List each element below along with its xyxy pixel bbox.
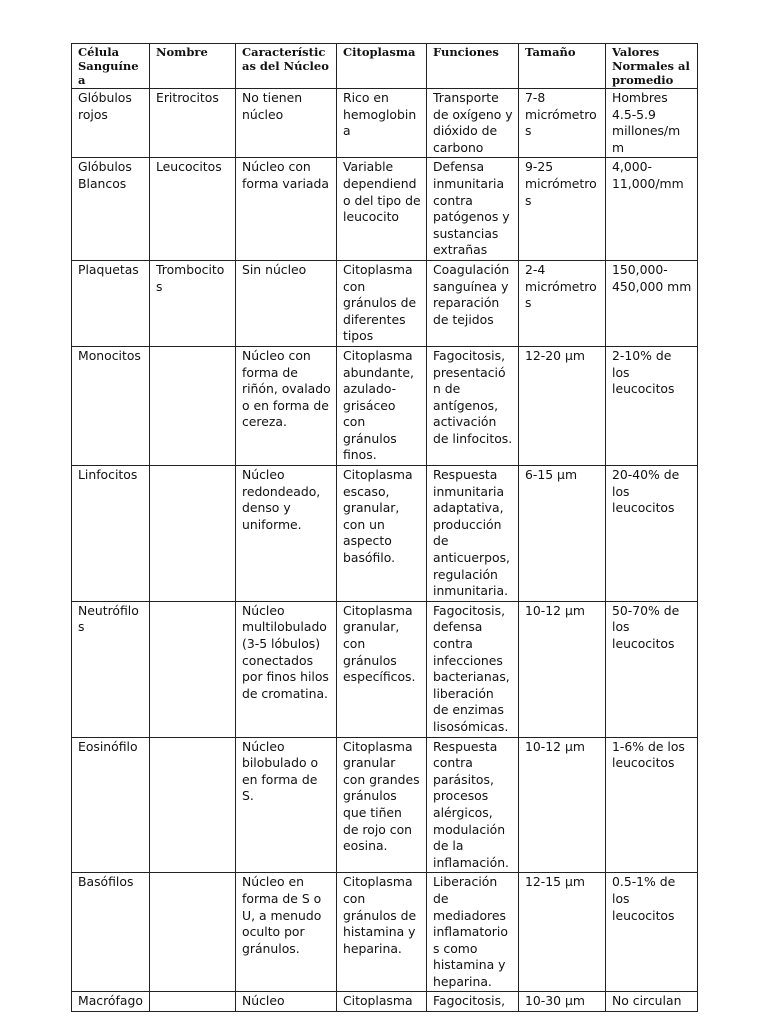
table-cell: Núcleo con forma variada xyxy=(236,158,337,261)
table-cell: 7-8 micrómetros xyxy=(519,89,606,158)
table-cell: Trombocitos xyxy=(150,260,236,346)
header-cell: Tamaño xyxy=(519,44,606,89)
table-cell: Núcleo multilobulado (3-5 lóbulos) conectados por finos hilos de cromatina. xyxy=(236,601,337,737)
table-cell xyxy=(150,466,236,602)
header-cell: Nombre xyxy=(150,44,236,89)
table-cell: Rico en hemoglobina xyxy=(337,89,427,158)
table-row xyxy=(72,601,698,737)
table-cell: Fagocitosis, xyxy=(427,992,519,1012)
table-cell: Glóbulos rojos xyxy=(72,89,150,158)
table-cell: Liberación de mediadores inflamatorios como histamina y heparina. xyxy=(427,873,519,992)
table-cell: Núcleo bilobulado o en forma de S. xyxy=(236,737,337,873)
table-cell: Núcleo con forma de riñón, ovalado o en forma de cereza. xyxy=(236,346,337,465)
table-row xyxy=(72,89,698,158)
header-cell: Célula Sanguínea xyxy=(72,44,150,89)
blood-cells-table xyxy=(71,43,698,1012)
header-cell: Características del Núcleo xyxy=(236,44,337,89)
table-row xyxy=(72,873,698,992)
table-cell: Núcleo redondeado, denso y uniforme. xyxy=(236,466,337,602)
table-row xyxy=(72,992,698,1012)
table-cell: Basófilos xyxy=(72,873,150,992)
table-cell: 50-70% de los leucocitos xyxy=(606,601,698,737)
table-row xyxy=(72,737,698,873)
table-row xyxy=(72,260,698,346)
table-cell: 10-12 µm xyxy=(519,601,606,737)
table-cell: Eosinófilo xyxy=(72,737,150,873)
table-cell: Respuesta inmunitaria adaptativa, producción de anticuerpos, regulación inmunitaria. xyxy=(427,466,519,602)
table-cell: 10-30 µm xyxy=(519,992,606,1012)
table-cell: 4,000-11,000/mm xyxy=(606,158,698,261)
table-cell: Monocitos xyxy=(72,346,150,465)
table-cell: Transporte de oxígeno y dióxido de carbono xyxy=(427,89,519,158)
table-cell: Leucocitos xyxy=(150,158,236,261)
table-cell: Respuesta contra parásitos, procesos alérgicos, modulación de la inflamación. xyxy=(427,737,519,873)
table-cell: Citoplasma xyxy=(337,992,427,1012)
table-cell: No circulan xyxy=(606,992,698,1012)
header-cell: Funciones xyxy=(427,44,519,89)
table-cell: Citoplasma con gránulos de histamina y heparina. xyxy=(337,873,427,992)
table-cell: Núcleo xyxy=(236,992,337,1012)
table-cell: 9-25 micrómetros xyxy=(519,158,606,261)
table-cell: 10-12 µm xyxy=(519,737,606,873)
table-cell: 1-6% de los leucocitos xyxy=(606,737,698,873)
table-cell: Fagocitosis, presentación de antígenos, activación de linfocitos. xyxy=(427,346,519,465)
table-cell: 0.5-1% de los leucocitos xyxy=(606,873,698,992)
table-cell: Citoplasma granular con grandes gránulos que tiñen de rojo con eosina. xyxy=(337,737,427,873)
table-row xyxy=(72,346,698,465)
table-header-row xyxy=(72,44,698,89)
table-cell: Linfocitos xyxy=(72,466,150,602)
table-cell: 2-4 micrómetros xyxy=(519,260,606,346)
table-cell: 12-15 µm xyxy=(519,873,606,992)
table-cell: 20-40% de los leucocitos xyxy=(606,466,698,602)
table-cell xyxy=(150,737,236,873)
table-cell: Glóbulos Blancos xyxy=(72,158,150,261)
table-cell: Eritrocitos xyxy=(150,89,236,158)
table-cell: Citoplasma con gránulos de diferentes tipos xyxy=(337,260,427,346)
table-row xyxy=(72,158,698,261)
header-cell: Citoplasma xyxy=(337,44,427,89)
table-cell: No tienen núcleo xyxy=(236,89,337,158)
table-cell: Citoplasma abundante, azulado-grisáceo con gránulos finos. xyxy=(337,346,427,465)
table-cell xyxy=(150,346,236,465)
table-cell: Hombres 4.5-5.9 millones/mm xyxy=(606,89,698,158)
table-cell: Variable dependiendo del tipo de leucocito xyxy=(337,158,427,261)
table-cell: Sin núcleo xyxy=(236,260,337,346)
table-cell: 12-20 µm xyxy=(519,346,606,465)
table-cell: 150,000-450,000 mm xyxy=(606,260,698,346)
table-cell xyxy=(150,601,236,737)
table-cell: Coagulación sanguínea y reparación de tejidos xyxy=(427,260,519,346)
table-cell: Núcleo en forma de S o U, a menudo oculto por gránulos. xyxy=(236,873,337,992)
table-cell xyxy=(150,873,236,992)
table-cell: Neutrófilos xyxy=(72,601,150,737)
table-cell: Citoplasma granular, con gránulos específicos. xyxy=(337,601,427,737)
table-cell: Fagocitosis, defensa contra infecciones bacterianas, liberación de enzimas lisosómicas. xyxy=(427,601,519,737)
table-cell: 2-10% de los leucocitos xyxy=(606,346,698,465)
table-cell: Plaquetas xyxy=(72,260,150,346)
header-cell: Valores Normales al promedio xyxy=(606,44,698,89)
table-cell: 6-15 µm xyxy=(519,466,606,602)
table-cell: Defensa inmunitaria contra patógenos y sustancias extrañas xyxy=(427,158,519,261)
table-cell: Macrófago xyxy=(72,992,150,1012)
table-row xyxy=(72,466,698,602)
table-cell xyxy=(150,992,236,1012)
table-cell: Citoplasma escaso, granular, con un aspecto basófilo. xyxy=(337,466,427,602)
